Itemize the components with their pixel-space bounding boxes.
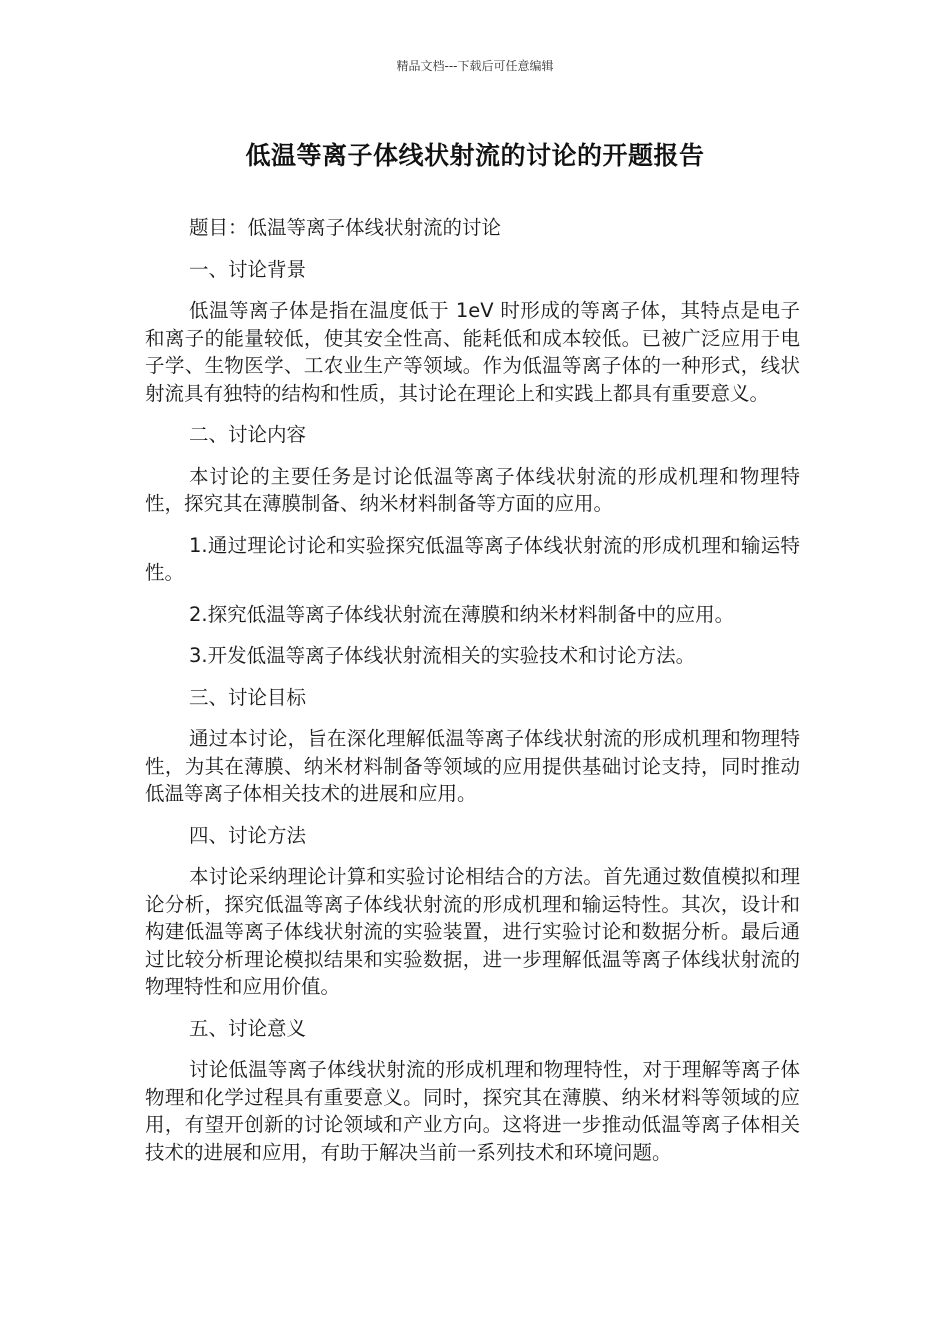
section-heading-significance: 五、讨论意义 (189, 1016, 307, 1040)
paragraph-significance: 讨论低温等离子体线状射流的形成机理和物理特性，对于理解等离子体物理和化学过程具有重要意义。同时，探究其在薄膜、纳米材料等领域的应用，有望开创新的讨论领域和产业方向。这将进一步推动低温等离子体相关技术的进展和应用，有助于解决当前一系列技术和环境问题。 (145, 1058, 800, 1164)
paragraph-background: 低温等离子体是指在温度低于 1eV 时形成的等离子体，其特点是电子和离子的能量较低，使其安全性高、能耗低和成本较低。已被广泛应用于电子学、生物医学、工农业生产等领域。作为低温等离子体的一种形式，线状射流具有独特的结构和性质，其讨论在理论上和实践上都具有重要意义。 (145, 299, 800, 405)
topic-line: 题目：低温等离子体线状射流的讨论 (189, 216, 502, 239)
section-heading-goals: 三、讨论目标 (189, 685, 307, 709)
paragraph-methods: 本讨论采纳理论计算和实验讨论相结合的方法。首先通过数值模拟和理论分析，探究低温等离子体线状射流的形成机理和输运特性。其次，设计和构建低温等离子体线状射流的实验装置，进行实验讨论和数据分析。最后通过比较分析理论模拟结果和实验数据，进一步理解低温等离子体线状射流的物理特性和应用价值。 (145, 865, 800, 998)
paragraph-content-intro: 本讨论的主要任务是讨论低温等离子体线状射流的形成机理和物理特性，探究其在薄膜制备、纳米材料制备等方面的应用。 (145, 464, 800, 515)
paragraph-content-item-1: 1.通过理论讨论和实验探究低温等离子体线状射流的形成机理和输运特性。 (145, 533, 800, 584)
paragraph-content-item-3: 3.开发低温等离子体线状射流相关的实验技术和讨论方法。 (189, 644, 696, 667)
header-note: 精品文档---下载后可任意编辑 (396, 59, 554, 73)
section-heading-background: 一、讨论背景 (189, 257, 307, 281)
paragraph-content-item-2: 2.探究低温等离子体线状射流在薄膜和纳米材料制备中的应用。 (189, 602, 735, 626)
section-heading-methods: 四、讨论方法 (189, 823, 307, 847)
document-body (145, 214, 800, 1180)
section-heading-content: 二、讨论内容 (189, 423, 307, 446)
document-title: 低温等离子体线状射流的讨论的开题报告 (245, 141, 705, 170)
paragraph-goals: 通过本讨论，旨在深化理解低温等离子体线状射流的形成机理和物理特性，为其在薄膜、纳米材料制备等领域的应用提供基础讨论支持，同时推动低温等离子体相关技术的进展和应用。 (145, 727, 800, 805)
